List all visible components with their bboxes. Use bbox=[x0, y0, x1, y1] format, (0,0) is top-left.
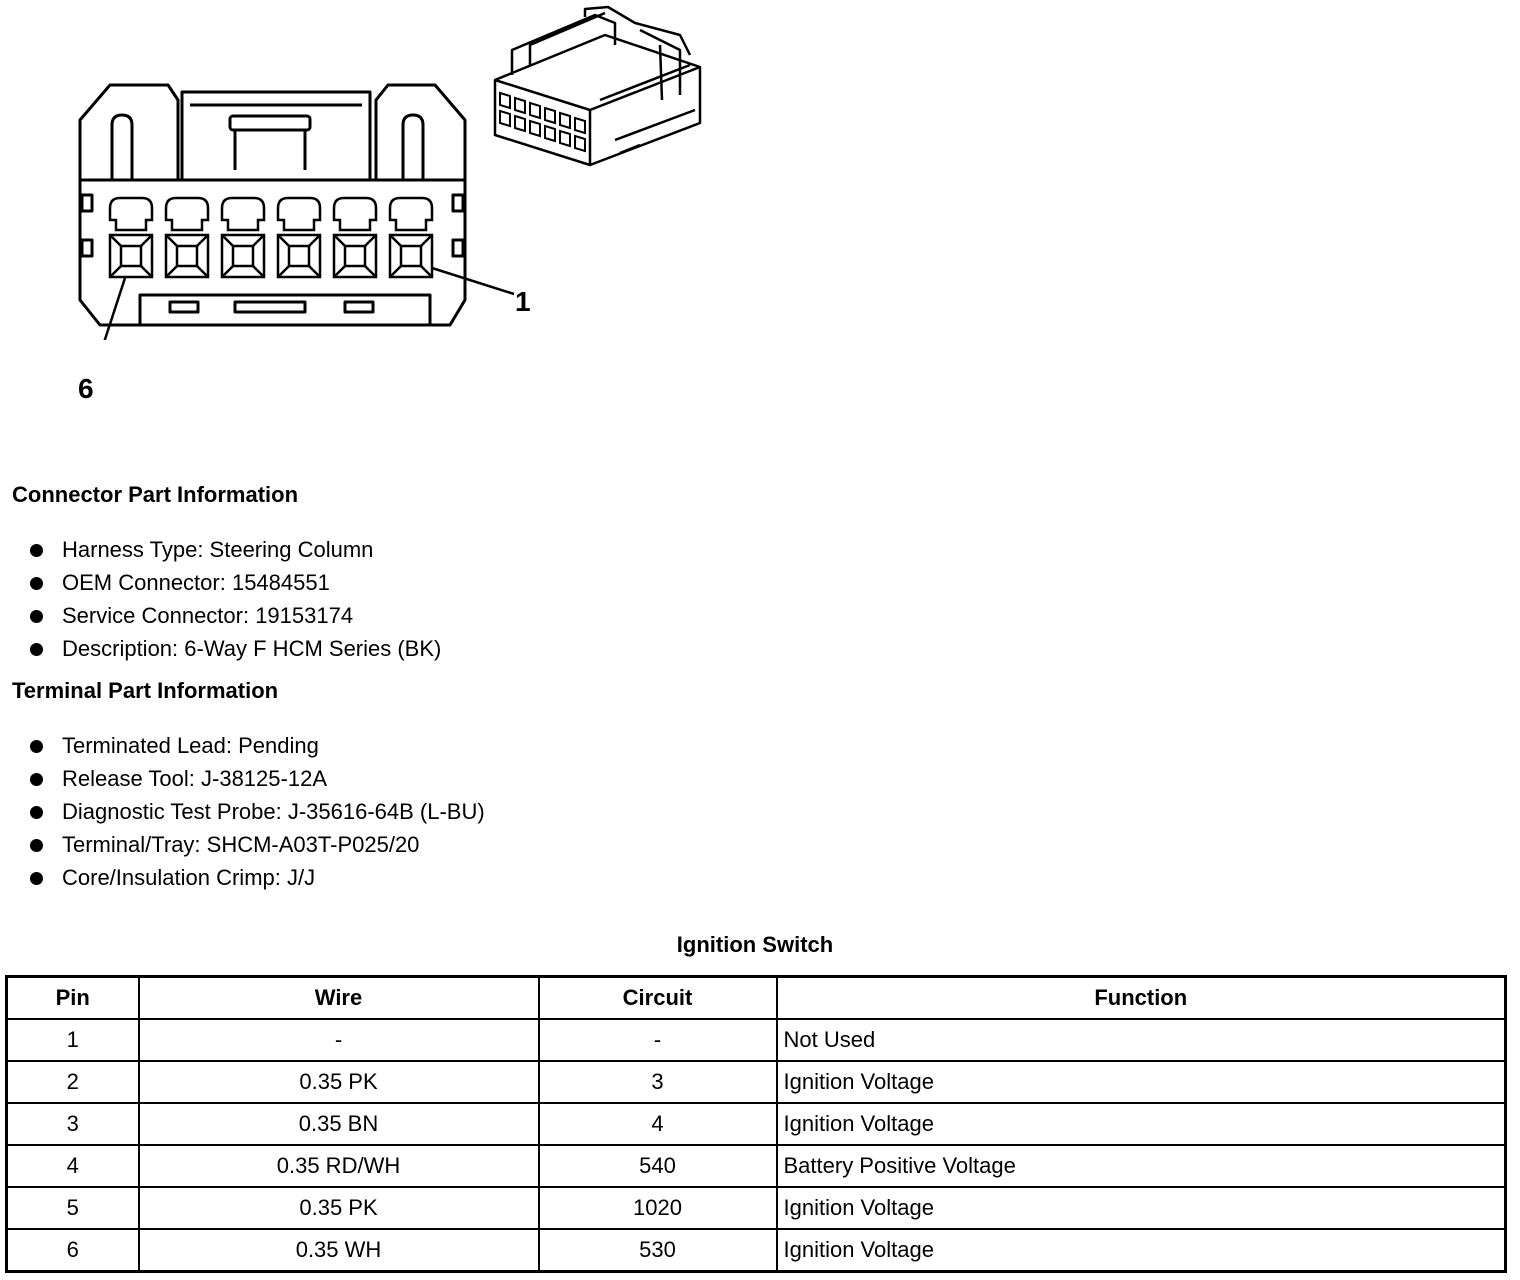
cell-function: Ignition Voltage bbox=[777, 1103, 1506, 1145]
cell-circuit: 4 bbox=[539, 1103, 777, 1145]
list-item-text: Description: 6-Way F HCM Series (BK) bbox=[62, 636, 442, 661]
bullet-icon bbox=[30, 806, 43, 819]
list-item bbox=[28, 634, 441, 667]
terminal-info-heading: Terminal Part Information bbox=[12, 678, 279, 703]
bullet-icon bbox=[30, 839, 43, 852]
cavity-latch bbox=[278, 198, 320, 230]
cell-function: Ignition Voltage bbox=[777, 1061, 1506, 1103]
header-pin: Pin bbox=[7, 977, 139, 1020]
cavity-chamfer bbox=[222, 235, 264, 277]
table-header-row bbox=[7, 977, 1506, 1020]
bullet-icon bbox=[30, 577, 43, 590]
cell-function: Ignition Voltage bbox=[777, 1229, 1506, 1272]
callout-pin-1: 1 bbox=[515, 286, 531, 317]
cell-pin: 1 bbox=[7, 1019, 139, 1061]
cavity-latch bbox=[222, 198, 264, 230]
connector-face-diagram bbox=[70, 80, 550, 340]
list-item bbox=[28, 568, 441, 601]
cavity-chamfer bbox=[390, 235, 432, 277]
list-item bbox=[28, 601, 441, 634]
list-item bbox=[28, 797, 485, 830]
cell-wire: 0.35 PK bbox=[139, 1187, 539, 1229]
iso-cavity bbox=[560, 113, 570, 146]
iso-cavity bbox=[530, 103, 540, 136]
cell-pin: 5 bbox=[7, 1187, 139, 1229]
bullet-icon bbox=[30, 544, 43, 557]
cavity-inner bbox=[177, 246, 197, 266]
cell-circuit: 530 bbox=[539, 1229, 777, 1272]
cell-pin: 2 bbox=[7, 1061, 139, 1103]
cell-pin: 3 bbox=[7, 1103, 139, 1145]
cavity-chamfer bbox=[334, 235, 376, 277]
bullet-icon bbox=[30, 740, 43, 753]
table-title: Ignition Switch bbox=[676, 932, 834, 957]
cell-pin: 4 bbox=[7, 1145, 139, 1187]
bullet-icon bbox=[30, 773, 43, 786]
table-row bbox=[7, 1145, 1506, 1187]
cavity-inner bbox=[121, 246, 141, 266]
list-item-text: Core/Insulation Crimp: J/J bbox=[62, 865, 316, 890]
list-item-text: Terminated Lead: Pending bbox=[62, 733, 319, 758]
cavity-inner bbox=[289, 246, 309, 266]
bullet-icon bbox=[30, 643, 43, 656]
list-item bbox=[28, 731, 485, 764]
iso-cavity bbox=[500, 93, 510, 126]
bullet-icon bbox=[30, 872, 43, 885]
list-item bbox=[28, 764, 485, 797]
list-item-text: Diagnostic Test Probe: J-35616-64B (L-BU) bbox=[62, 799, 485, 824]
list-item-text: Harness Type: Steering Column bbox=[62, 537, 374, 562]
cell-function: Ignition Voltage bbox=[777, 1187, 1506, 1229]
cavity-chamfer bbox=[278, 235, 320, 277]
cavity-inner bbox=[233, 246, 253, 266]
header-circuit: Circuit bbox=[539, 977, 777, 1020]
cavity-inner bbox=[345, 246, 365, 266]
bullet-icon bbox=[30, 610, 43, 623]
cavity-chamfer bbox=[110, 235, 152, 277]
cavity-chamfer bbox=[166, 235, 208, 277]
cell-wire: 0.35 RD/WH bbox=[139, 1145, 539, 1187]
header-wire: Wire bbox=[139, 977, 539, 1020]
connector-isometric-diagram bbox=[490, 5, 710, 175]
list-item bbox=[28, 535, 441, 568]
cell-circuit: - bbox=[539, 1019, 777, 1061]
list-item-text: OEM Connector: 15484551 bbox=[62, 570, 330, 595]
cell-circuit: 3 bbox=[539, 1061, 777, 1103]
cell-pin: 6 bbox=[7, 1229, 139, 1272]
cavity-latch bbox=[334, 198, 376, 230]
iso-cavity bbox=[545, 108, 555, 141]
table-row bbox=[7, 1229, 1506, 1272]
cell-circuit: 540 bbox=[539, 1145, 777, 1187]
table-row bbox=[7, 1103, 1506, 1145]
cell-function: Not Used bbox=[777, 1019, 1506, 1061]
list-item-text: Terminal/Tray: SHCM-A03T-P025/20 bbox=[62, 832, 420, 857]
header-function: Function bbox=[777, 977, 1506, 1020]
callout-pin-6: 6 bbox=[78, 373, 94, 404]
cavity-inner bbox=[401, 246, 421, 266]
connector-info-heading: Connector Part Information bbox=[12, 482, 299, 507]
iso-cavity bbox=[575, 118, 585, 151]
iso-cavity bbox=[515, 98, 525, 131]
cell-wire: - bbox=[139, 1019, 539, 1061]
cell-wire: 0.35 WH bbox=[139, 1229, 539, 1272]
cell-wire: 0.35 BN bbox=[139, 1103, 539, 1145]
cell-wire: 0.35 PK bbox=[139, 1061, 539, 1103]
terminal-info-list bbox=[28, 731, 485, 896]
cavity-latch bbox=[110, 198, 152, 230]
connector-info-list bbox=[28, 535, 441, 667]
cell-circuit: 1020 bbox=[539, 1187, 777, 1229]
cell-function: Battery Positive Voltage bbox=[777, 1145, 1506, 1187]
table-row bbox=[7, 1061, 1506, 1103]
cavity-latch bbox=[390, 198, 432, 230]
list-item-text: Service Connector: 19153174 bbox=[62, 603, 354, 628]
list-item bbox=[28, 863, 485, 896]
list-item-text: Release Tool: J-38125-12A bbox=[62, 766, 327, 791]
table-row bbox=[7, 1187, 1506, 1229]
list-item bbox=[28, 830, 485, 863]
pinout-table bbox=[5, 975, 1507, 1273]
table-row bbox=[7, 1019, 1506, 1061]
cavity-latch bbox=[166, 198, 208, 230]
